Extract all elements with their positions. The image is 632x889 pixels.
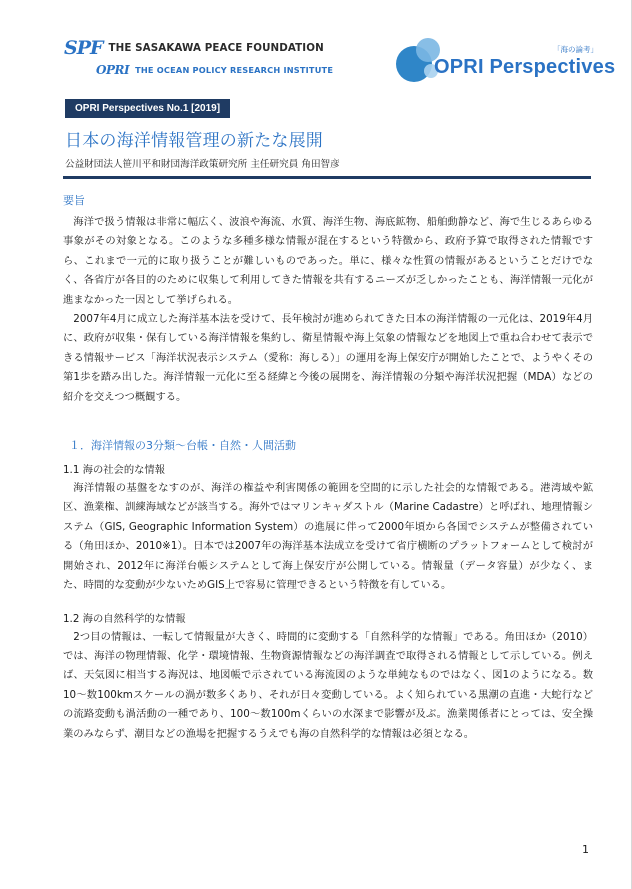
author-line: 公益財団法人笹川平和財団海洋政策研究所 主任研究員 角田智彦 <box>65 159 340 170</box>
article-body <box>63 192 593 744</box>
spf-logo <box>64 38 333 78</box>
subsection-heading: 1.2 海の自然科学的な情報 <box>63 612 186 625</box>
section-paragraph: 2つ目の情報は、一転して情報量が大きく、時間的に変動する「自然科学的な情報」である。角田ほか（2010）では、海洋の物理情報、化学・環境情報、生物資源情報などの海洋調査で取得される情報として示している。例えば、天気図に相当する海況は、地図帳で示されている海流図のような単純なものではなく、図1のようになる。数10～数100kmスケールの渦が数多くあり、それが日々変動している。よく知られている黒潮の直進・大蛇行などの流路変動も渦活動の一種であり、100～数100mくらいの水深まで影響が及ぶ。漁業関係者にとっては、安全操業のみならず、潮目などの漁場を把握するうえでも海の自然科学的な情報は必須となる。 <box>63 630 593 740</box>
series-title: OPRI Perspectives <box>434 56 616 78</box>
section-paragraph: 海洋情報の基盤をなすのが、海洋の権益や利害関係の範囲を空間的に示した社会的な情報である。港湾域や鉱区、漁業権、訓練海域などが該当する。海外ではマリンキャダストル（Marine Cadastre）と呼ばれ、地理情報システム（GIS, Geographic Information System）の進展に伴って2000年頃から各国でシステムが整備されている（角田ほか、2010※1）。日本では2007年の海洋基本法成立を受けて省庁横断のプラットフォームとして検討が開始され、2012年に海洋台帳システムとして海上保安庁が公開している。情報量（データ容量）が少なく、また、時間的な変動が少ないためGIS上で容易に管理できるという特徴を有している。 <box>63 482 593 592</box>
opri-logo-mark: OPRI <box>96 63 130 77</box>
spacer <box>63 407 593 421</box>
summary-paragraph: 2007年4月に成立した海洋基本法を受けて、長年検討が進められてきた日本の海洋情報の一元化は、2019年4月に、政府が収集・保有している海洋情報を集約し、衛星情報や海上気象の情報などを地図上で重ね合わせて表示できる情報サービス「海洋状況表示システム（愛称：海しる）」の運用を海上保安庁が開始したことで、ようやくその第1歩を踏み出した。海洋情報一元化に至る経緯と今後の展開を、海洋情報の分類や海洋状況把握（MDA）などの紹介を交えつつ概観する。 <box>63 313 593 403</box>
summary-paragraph: 海洋で扱う情報は非常に幅広く、波浪や海流、水質、海洋生物、海底鉱物、船舶動静など、海で生じるあらゆる事象がその対象となる。このような多種多様な情報が混在するという特徴から、政府予算で取得された情報ですら、これまで一元的に取り扱うことが難しいものであった。単に、様々な性質の情報があるということだけでなく、各省庁が各目的のために収集して利用してきた情報を共有するニーズが乏しかったことも、海洋情報一元化が進まなかった一因として挙げられる。 <box>63 216 593 306</box>
spf-name: THE SASAKAWA PEACE FOUNDATION <box>108 42 324 54</box>
spf-logo-mark: SPF <box>64 37 103 59</box>
title-divider <box>63 176 591 179</box>
spacer <box>63 596 593 610</box>
opri-perspectives-logo <box>394 38 616 84</box>
summary-heading: 要旨 <box>63 194 85 207</box>
page-number: 1 <box>582 843 589 856</box>
section-heading: １．海洋情報の3分類～台帳・自然・人間活動 <box>69 439 296 453</box>
opri-name: THE OCEAN POLICY RESEARCH INSTITUTE <box>135 65 334 75</box>
subsection-heading: 1.1 海の社会的な情報 <box>63 464 166 477</box>
page-title: 日本の海洋情報管理の新たな展開 <box>65 131 323 151</box>
issue-badge: OPRI Perspectives No.1 [2019] <box>65 99 230 118</box>
series-tag: 「海の論考」 <box>553 45 598 54</box>
